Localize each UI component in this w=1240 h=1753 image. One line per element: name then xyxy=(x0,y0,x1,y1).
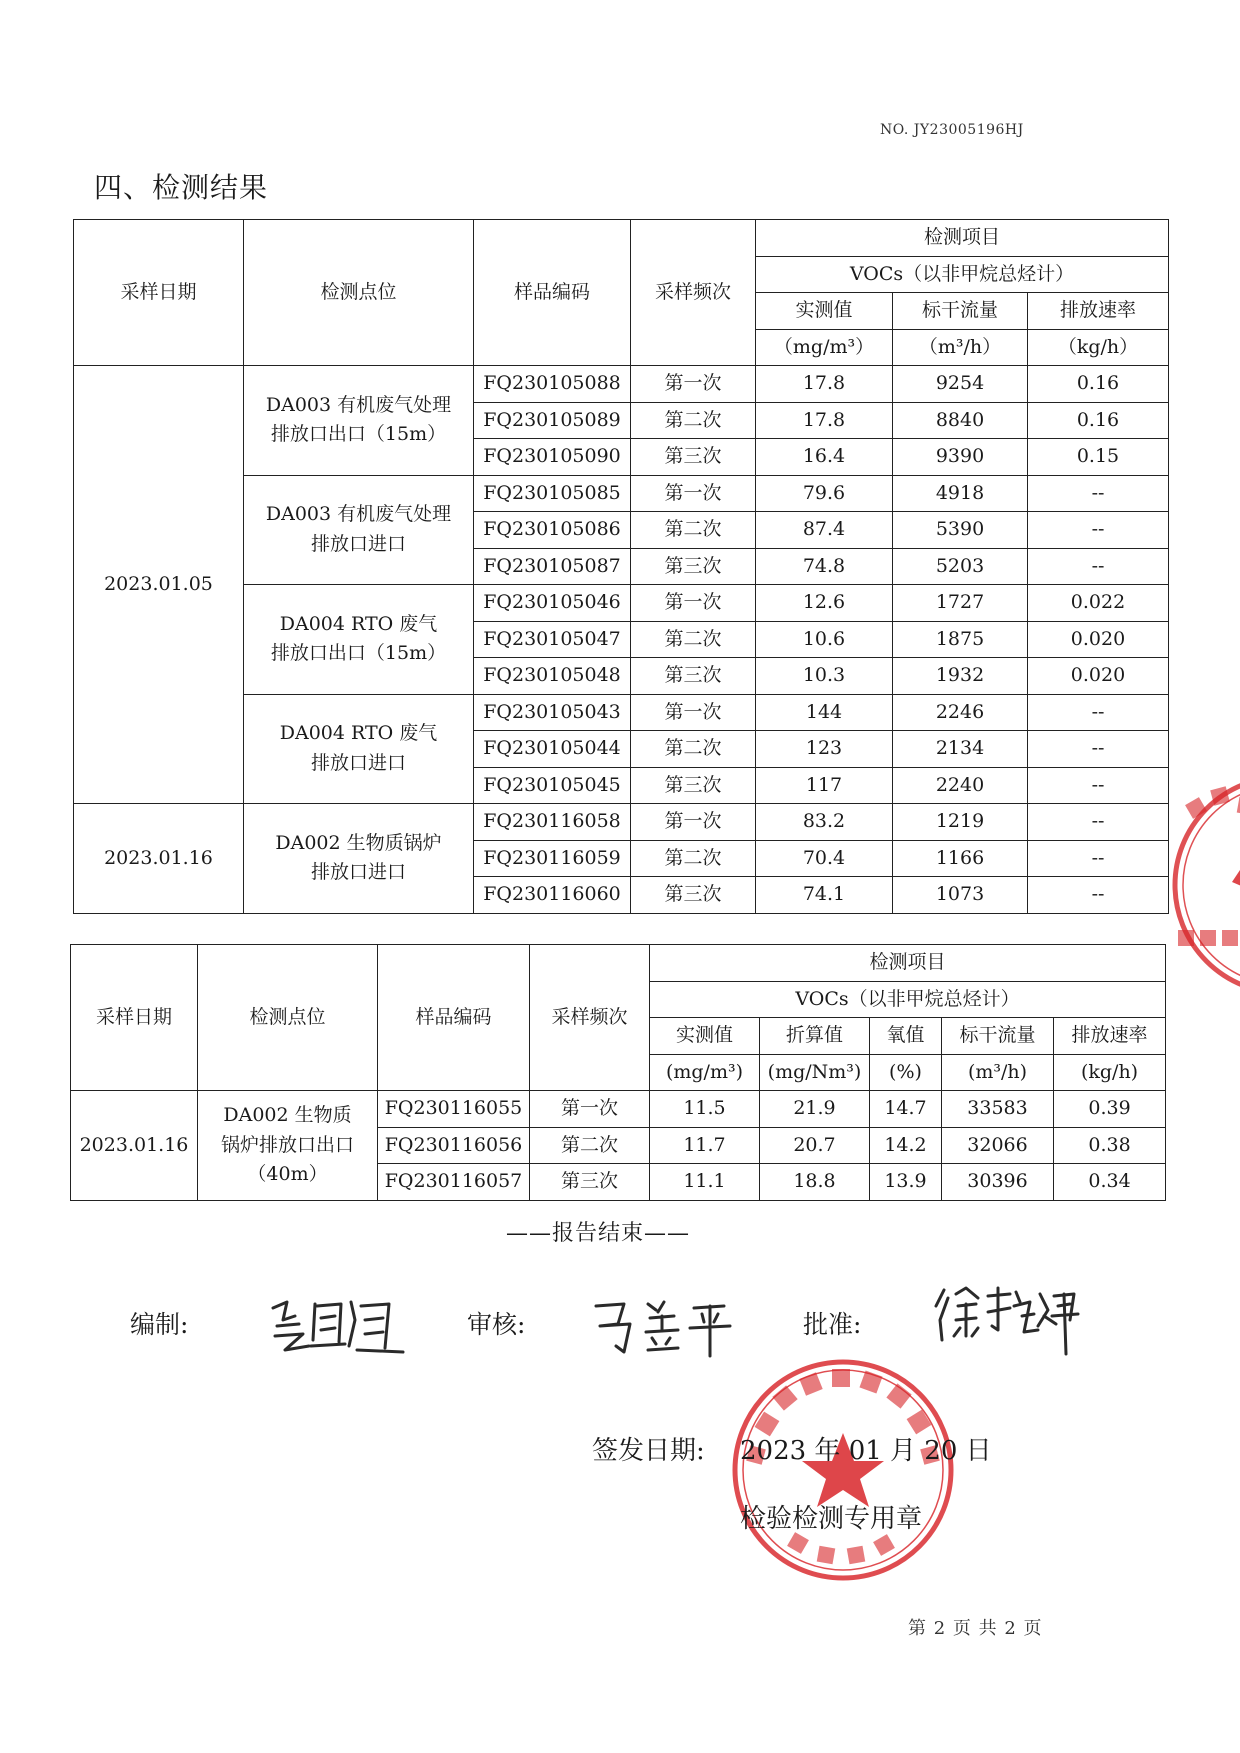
sampling-date-cell: 2023.01.16 xyxy=(71,1091,198,1201)
frequency-cell: 第三次 xyxy=(631,658,756,695)
header-oxygen: 氧值 xyxy=(870,1018,942,1055)
issue-date: 2023 年 01 月 20 日 xyxy=(740,1436,992,1466)
header-measured: 实测值 xyxy=(756,293,893,330)
frequency-cell: 第一次 xyxy=(631,366,756,403)
compile-label: 编制: xyxy=(130,1310,189,1339)
measured-value-cell: 74.8 xyxy=(756,548,893,585)
measured-value-cell: 17.8 xyxy=(756,402,893,439)
emission-rate-cell: -- xyxy=(1028,840,1169,877)
sample-code-cell: FQ230105046 xyxy=(474,585,631,622)
converted-value-cell: 20.7 xyxy=(760,1127,870,1164)
sample-code-cell: FQ230105088 xyxy=(474,366,631,403)
emission-rate-cell: 0.34 xyxy=(1054,1164,1166,1201)
measured-value-cell: 11.5 xyxy=(650,1091,760,1128)
measured-value-cell: 74.1 xyxy=(756,877,893,914)
report-number: NO. JY23005196HJ xyxy=(880,122,1024,138)
frequency-cell: 第二次 xyxy=(631,621,756,658)
emission-rate-cell: -- xyxy=(1028,512,1169,549)
approve-label: 批准: xyxy=(803,1310,862,1339)
measured-value-cell: 11.7 xyxy=(650,1127,760,1164)
emission-rate-cell: 0.15 xyxy=(1028,439,1169,476)
approver-signature-strokes xyxy=(930,1280,1080,1360)
measured-value-cell: 11.1 xyxy=(650,1164,760,1201)
flow-cell: 2246 xyxy=(893,694,1028,731)
site-line: DA003 有机废气处理 xyxy=(265,393,452,416)
site-line: 排放口进口 xyxy=(310,751,406,774)
header-item: 检测项目 xyxy=(650,945,1166,982)
flow-cell: 2240 xyxy=(893,767,1028,804)
frequency-cell: 第三次 xyxy=(631,877,756,914)
review-label: 审核: xyxy=(467,1310,526,1339)
frequency-cell: 第三次 xyxy=(530,1164,650,1201)
header-oxygen-unit: (%) xyxy=(870,1054,942,1091)
issue-date-label: 签发日期: xyxy=(592,1436,705,1466)
flow-cell: 32066 xyxy=(942,1127,1054,1164)
sample-code-cell: FQ230105048 xyxy=(474,658,631,695)
frequency-cell: 第一次 xyxy=(631,804,756,841)
site-line: 排放口进口 xyxy=(310,532,406,555)
emission-rate-cell: 0.38 xyxy=(1054,1127,1166,1164)
header-measured: 实测值 xyxy=(650,1018,760,1055)
sample-code-cell: FQ230105085 xyxy=(474,475,631,512)
emission-rate-cell: -- xyxy=(1028,694,1169,731)
sample-code-cell: FQ230105090 xyxy=(474,439,631,476)
flow-cell: 1219 xyxy=(893,804,1028,841)
results-table-1 xyxy=(73,219,1169,914)
flow-cell: 30396 xyxy=(942,1164,1054,1201)
header-flow-unit: （m³/h） xyxy=(893,329,1028,366)
measured-value-cell: 12.6 xyxy=(756,585,893,622)
emission-rate-cell: -- xyxy=(1028,767,1169,804)
flow-cell: 5203 xyxy=(893,548,1028,585)
emission-rate-cell: -- xyxy=(1028,804,1169,841)
header-rate-unit: (kg/h) xyxy=(1054,1054,1166,1091)
site-cell xyxy=(244,804,474,914)
table-row xyxy=(74,366,1169,403)
sample-code-cell: FQ230116058 xyxy=(474,804,631,841)
report-end-marker: ——报告结束—— xyxy=(506,1221,691,1246)
header-measured-unit: (mg/m³) xyxy=(650,1054,760,1091)
flow-cell: 1727 xyxy=(893,585,1028,622)
compiler-signature xyxy=(265,1290,415,1360)
measured-value-cell: 16.4 xyxy=(756,439,893,476)
header-rate: 排放速率 xyxy=(1054,1018,1166,1055)
frequency-cell: 第二次 xyxy=(631,512,756,549)
flow-cell: 1166 xyxy=(893,840,1028,877)
results-table-2 xyxy=(70,944,1166,1201)
approver-signature xyxy=(930,1280,1080,1350)
header-item: 检测项目 xyxy=(756,220,1169,257)
header-item-sub: VOCs（以非甲烷总烃计） xyxy=(756,256,1169,293)
header-converted: 折算值 xyxy=(760,1018,870,1055)
header-measured-unit: （mg/m³） xyxy=(756,329,893,366)
oxygen-value-cell: 14.2 xyxy=(870,1127,942,1164)
header-flow-unit: (m³/h) xyxy=(942,1054,1054,1091)
sample-code-cell: FQ230105044 xyxy=(474,731,631,768)
site-line: 排放口出口（15m） xyxy=(270,642,447,665)
section-title: 四、检测结果 xyxy=(94,171,269,204)
frequency-cell: 第一次 xyxy=(631,694,756,731)
emission-rate-cell: 0.020 xyxy=(1028,658,1169,695)
emission-rate-cell: 0.39 xyxy=(1054,1091,1166,1128)
sampling-date-cell: 2023.01.05 xyxy=(74,366,244,804)
header-site: 检测点位 xyxy=(198,945,378,1091)
table-row xyxy=(74,804,1169,841)
site-line: DA003 有机废气处理 xyxy=(265,503,452,526)
compiler-signature-strokes xyxy=(265,1290,415,1360)
oxygen-value-cell: 13.9 xyxy=(870,1164,942,1201)
site-cell xyxy=(244,585,474,695)
frequency-cell: 第二次 xyxy=(631,731,756,768)
frequency-cell: 第二次 xyxy=(631,402,756,439)
header-frequency: 采样频次 xyxy=(631,220,756,366)
site-line: （40m） xyxy=(247,1162,328,1185)
sample-code-cell: FQ230105043 xyxy=(474,694,631,731)
flow-cell: 1073 xyxy=(893,877,1028,914)
site-line: DA004 RTO 废气 xyxy=(279,612,438,635)
header-flow: 标干流量 xyxy=(893,293,1028,330)
header-sample-code: 样品编码 xyxy=(378,945,530,1091)
header-date: 采样日期 xyxy=(71,945,198,1091)
sample-code-cell: FQ230116057 xyxy=(378,1164,530,1201)
seal-caption: 检验检测专用章 xyxy=(740,1504,923,1534)
site-line: 排放口进口 xyxy=(310,861,406,884)
header-rate-unit: （kg/h） xyxy=(1028,329,1169,366)
site-line: 排放口出口（15m） xyxy=(270,423,447,446)
site-cell xyxy=(244,366,474,476)
flow-cell: 9390 xyxy=(893,439,1028,476)
emission-rate-cell: 0.16 xyxy=(1028,402,1169,439)
header-site: 检测点位 xyxy=(244,220,474,366)
flow-cell: 1875 xyxy=(893,621,1028,658)
measured-value-cell: 83.2 xyxy=(756,804,893,841)
sample-code-cell: FQ230116059 xyxy=(474,840,631,877)
site-line: DA002 生物质锅炉 xyxy=(275,831,442,854)
frequency-cell: 第二次 xyxy=(530,1127,650,1164)
sample-code-cell: FQ230105045 xyxy=(474,767,631,804)
header-sample-code: 样品编码 xyxy=(474,220,631,366)
flow-cell: 4918 xyxy=(893,475,1028,512)
emission-rate-cell: 0.020 xyxy=(1028,621,1169,658)
measured-value-cell: 144 xyxy=(756,694,893,731)
measured-value-cell: 10.3 xyxy=(756,658,893,695)
emission-rate-cell: -- xyxy=(1028,548,1169,585)
measured-value-cell: 70.4 xyxy=(756,840,893,877)
site-line: DA002 生物质 xyxy=(223,1104,352,1127)
site-line: 锅炉排放口出口 xyxy=(220,1133,354,1156)
header-item-sub: VOCs（以非甲烷总烃计） xyxy=(650,981,1166,1018)
sample-code-cell: FQ230116060 xyxy=(474,877,631,914)
partial-edge-seal xyxy=(1168,770,1240,1000)
measured-value-cell: 123 xyxy=(756,731,893,768)
header-rate: 排放速率 xyxy=(1028,293,1169,330)
header-date: 采样日期 xyxy=(74,220,244,366)
frequency-cell: 第一次 xyxy=(631,475,756,512)
site-cell xyxy=(198,1091,378,1201)
frequency-cell: 第二次 xyxy=(631,840,756,877)
flow-cell: 8840 xyxy=(893,402,1028,439)
reviewer-signature-strokes xyxy=(590,1290,740,1360)
frequency-cell: 第一次 xyxy=(631,585,756,622)
flow-cell: 5390 xyxy=(893,512,1028,549)
company-seal-graphic xyxy=(728,1355,958,1585)
sample-code-cell: FQ230105086 xyxy=(474,512,631,549)
converted-value-cell: 21.9 xyxy=(760,1091,870,1128)
site-cell xyxy=(244,475,474,585)
flow-cell: 1932 xyxy=(893,658,1028,695)
emission-rate-cell: -- xyxy=(1028,731,1169,768)
frequency-cell: 第三次 xyxy=(631,767,756,804)
emission-rate-cell: -- xyxy=(1028,877,1169,914)
frequency-cell: 第三次 xyxy=(631,548,756,585)
flow-cell: 9254 xyxy=(893,366,1028,403)
measured-value-cell: 79.6 xyxy=(756,475,893,512)
sample-code-cell: FQ230105089 xyxy=(474,402,631,439)
header-frequency: 采样频次 xyxy=(530,945,650,1091)
table-row xyxy=(71,1091,1166,1128)
emission-rate-cell: 0.022 xyxy=(1028,585,1169,622)
emission-rate-cell: -- xyxy=(1028,475,1169,512)
sampling-date-cell: 2023.01.16 xyxy=(74,804,244,914)
frequency-cell: 第一次 xyxy=(530,1091,650,1128)
partial-edge-seal-graphic xyxy=(1168,770,1240,1000)
flow-cell: 2134 xyxy=(893,731,1028,768)
sample-code-cell: FQ230116056 xyxy=(378,1127,530,1164)
sample-code-cell: FQ230105047 xyxy=(474,621,631,658)
converted-value-cell: 18.8 xyxy=(760,1164,870,1201)
page-number: 第 2 页 共 2 页 xyxy=(908,1618,1043,1639)
header-flow: 标干流量 xyxy=(942,1018,1054,1055)
header-converted-unit: (mg/Nm³) xyxy=(760,1054,870,1091)
site-cell xyxy=(244,694,474,804)
emission-rate-cell: 0.16 xyxy=(1028,366,1169,403)
measured-value-cell: 117 xyxy=(756,767,893,804)
measured-value-cell: 87.4 xyxy=(756,512,893,549)
reviewer-signature xyxy=(590,1290,740,1360)
flow-cell: 33583 xyxy=(942,1091,1054,1128)
sample-code-cell: FQ230116055 xyxy=(378,1091,530,1128)
measured-value-cell: 17.8 xyxy=(756,366,893,403)
measured-value-cell: 10.6 xyxy=(756,621,893,658)
company-seal xyxy=(728,1355,958,1585)
site-line: DA004 RTO 废气 xyxy=(279,722,438,745)
sample-code-cell: FQ230105087 xyxy=(474,548,631,585)
frequency-cell: 第三次 xyxy=(631,439,756,476)
oxygen-value-cell: 14.7 xyxy=(870,1091,942,1128)
